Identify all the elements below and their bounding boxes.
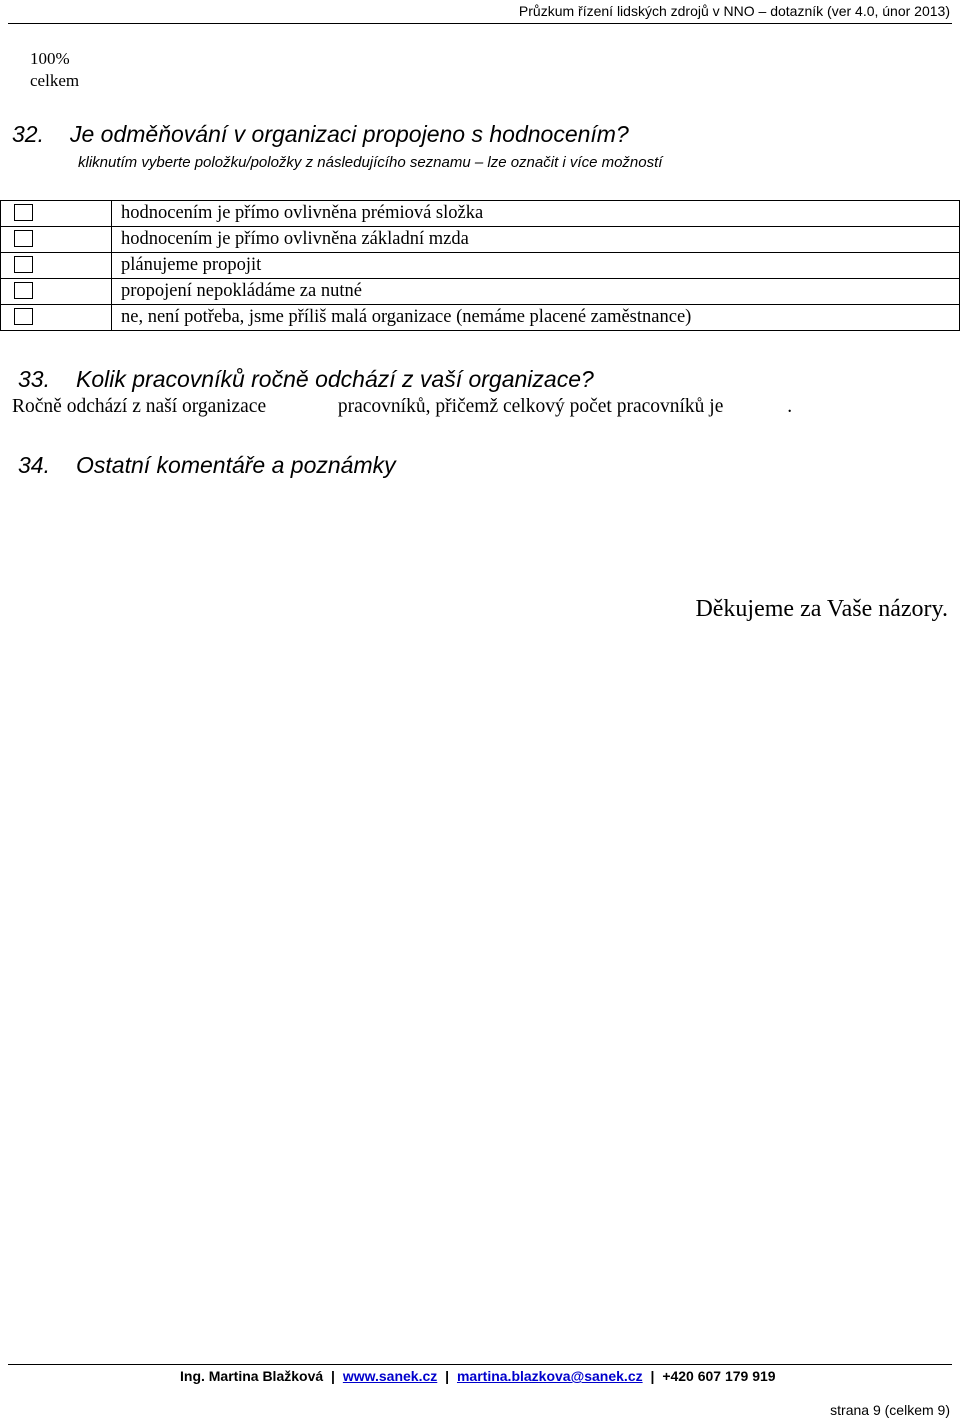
answer-text-part1: Ročně odchází z naší organizace [12,396,267,417]
footer-author-name: Ing. Martina Blažková [180,1368,324,1384]
footer-phone: +420 607 179 919 [662,1368,776,1384]
footer-separator: | [445,1368,450,1384]
footer-divider [8,1364,952,1365]
option-row [1,253,960,279]
question-34-heading [18,452,396,479]
option-label: hodnocením je přímo ovlivněna prémiová složka [112,201,960,227]
option-row [1,227,960,253]
option-checkbox-planning[interactable] [14,256,33,273]
option-label: plánujeme propojit [112,253,960,279]
question-34-title: Ostatní komentáře a poznámky [76,452,396,478]
thanks-message: Děkujeme za Vaše názory. [695,596,948,622]
option-checkbox-too-small[interactable] [14,308,33,325]
footer-separator: | [331,1368,335,1384]
answer-text-part2: pracovníků, přičemž celkový počet pracovníků je [337,396,724,417]
question-32-heading [12,121,629,148]
question-34-number: 34. [18,452,50,478]
question-33-answer-line [12,396,792,418]
question-33-title: Kolik pracovníků ročně odchází z vaší organizace? [76,366,594,392]
question-32-title: Je odměňování v organizaci propojeno s hodnocením? [70,121,629,147]
question-32-options [0,200,960,331]
footer-separator: | [650,1368,655,1384]
option-checkbox-premium[interactable] [14,204,33,221]
option-row [1,201,960,227]
header-divider [8,23,952,24]
answer-text-part3: . [787,396,793,417]
footer-contact [180,1368,776,1384]
option-row [1,305,960,331]
option-checkbox-not-necessary[interactable] [14,282,33,299]
total-summary [30,48,79,92]
question-33-number: 33. [18,366,50,392]
option-label: propojení nepokládáme za nutné [112,279,960,305]
document-header-title: Průzkum řízení lidských zdrojů v NNO – dotazník (ver 4.0, únor 2013) [518,3,950,19]
question-32-instruction: kliknutím vyberte položku/položky z následujícího seznamu – lze označit i více možností [78,154,663,171]
total-label: celkem [30,71,80,90]
option-label: ne, není potřeba, jsme příliš malá organizace (nemáme placené zaměstnance) [112,305,960,331]
footer-website-link[interactable]: www.sanek.cz [342,1368,438,1384]
question-33-heading [18,366,594,393]
total-percent: 100% [30,49,70,68]
page-number: strana 9 (celkem 9) [830,1402,950,1418]
option-checkbox-base-salary[interactable] [14,230,33,247]
question-32-number: 32. [12,121,44,147]
option-label: hodnocením je přímo ovlivněna základní mzda [112,227,960,253]
option-row [1,279,960,305]
footer-email-link[interactable]: martina.blazkova@sanek.cz [456,1368,643,1384]
